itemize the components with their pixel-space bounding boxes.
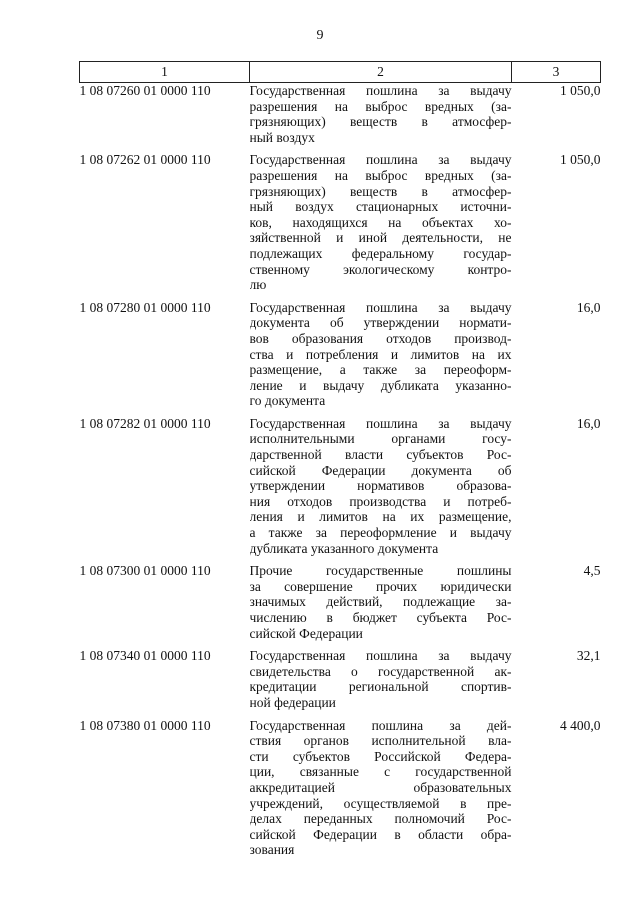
description-line: ственному экологическому контро- [249,261,512,277]
table-row [80,300,601,416]
description-line: ный воздух [249,129,315,145]
description-line: ков, находящихся на объектах хо- [249,214,512,230]
budget-revenue-table [79,61,601,865]
revenue-code: 1 08 07262 01 0000 110 [79,152,211,168]
revenue-code: 1 08 07282 01 0000 110 [79,415,211,431]
description-line: сийской Федерации документа об [249,462,512,478]
table-row [80,563,601,648]
column-header-code: 1 [80,62,250,83]
revenue-code: 1 08 07280 01 0000 110 [79,299,211,315]
description-line: дарственной власти субъектов Рос- [249,447,512,463]
description-line: Государственная пошлина за выдачу [249,299,512,315]
column-header-description: 2 [250,62,512,83]
description-line: ции, связанные с государственной [249,764,512,780]
description-line: ства и потребления и лимитов на их [249,346,512,362]
description-line: вов образования отходов производ- [249,330,512,346]
description-line: а также за переоформление и выдачу [249,525,512,541]
table-row [80,83,601,153]
description-line: Государственная пошлина за выдачу [249,152,512,168]
description-line: Прочие государственные пошлины [249,563,512,579]
table-body [80,83,601,865]
description-line: исполнительными органами госу- [249,431,512,447]
description-line: Государственная пошлина за выдачу [249,83,512,98]
revenue-amount: 32,1 [576,648,601,664]
description-line: аккредитацией образовательных [249,779,512,795]
description-line: Государственная пошлина за дей- [249,717,512,733]
description-line: го документа [249,393,326,409]
description-line: ление и выдачу дубликата указанно- [249,377,512,393]
table-row [80,718,601,865]
description-line: за совершение прочих юридически [249,578,512,594]
table-row [80,648,601,717]
description-line: ный воздух стационарных источни- [249,199,512,215]
table-header-row [80,62,601,83]
description-line: зования [249,842,295,858]
description-line: свидетельства о государственной ак- [249,663,512,679]
description-line: грязняющих) веществ в атмосфер- [249,183,512,199]
revenue-description [250,718,512,865]
description-line: сти субъектов Российской Федера- [249,748,512,764]
description-line: утверждении нормативов образова- [249,478,512,494]
description-line: сийской Федерации [249,625,363,641]
description-line: зяйственной и иной деятельности, не [249,230,512,246]
table-row [80,152,601,299]
revenue-code: 1 08 07260 01 0000 110 [79,83,211,98]
description-line: значимых действий, подлежащие за- [249,594,512,610]
table-row [80,416,601,563]
description-line: подлежащих федеральному государ- [249,245,512,261]
revenue-description [250,648,512,717]
revenue-description [250,300,512,416]
revenue-description [250,416,512,563]
description-line: дубликата указанного документа [249,540,439,556]
revenue-amount: 16,0 [576,415,601,431]
description-line: ния отходов производства и потреб- [249,493,512,509]
description-line: ствия органов исполнительной вла- [249,733,512,749]
description-line: учреждений, осуществляемой в пре- [249,795,512,811]
revenue-amount: 4 400,0 [560,717,601,733]
revenue-amount: 1 050,0 [560,152,601,168]
revenue-amount: 4,5 [583,563,601,579]
column-header-amount: 3 [512,62,601,83]
description-line: ной федерации [249,694,336,710]
description-line: разрешения на выброс вредных (за- [249,167,512,183]
description-line: Государственная пошлина за выдачу [249,415,512,431]
description-line: числению в бюджет субъекта Рос- [249,610,512,625]
revenue-description [250,563,512,648]
description-line: кредитации региональной спортив- [249,679,512,695]
description-line: документа об утверждении нормати- [249,315,512,331]
revenue-description [250,83,512,153]
page-number: 9 [316,28,324,43]
description-line: делах переданных полномочий Рос- [249,811,512,827]
description-line: сийской Федерации в области обра- [249,826,512,842]
description-line: ления и лимитов на их размещение, [249,509,512,525]
revenue-description [250,152,512,299]
description-line: лю [249,277,267,293]
revenue-amount: 16,0 [576,299,601,315]
revenue-code: 1 08 07340 01 0000 110 [79,648,211,664]
revenue-code: 1 08 07300 01 0000 110 [79,563,211,579]
revenue-code: 1 08 07380 01 0000 110 [79,717,211,733]
description-line: разрешения на выброс вредных (за- [249,98,512,114]
description-line: грязняющих) веществ в атмосфер- [249,114,512,130]
revenue-amount: 1 050,0 [560,83,601,98]
description-line: размещение, а также за переоформ- [249,362,512,378]
description-line: Государственная пошлина за выдачу [249,648,512,664]
